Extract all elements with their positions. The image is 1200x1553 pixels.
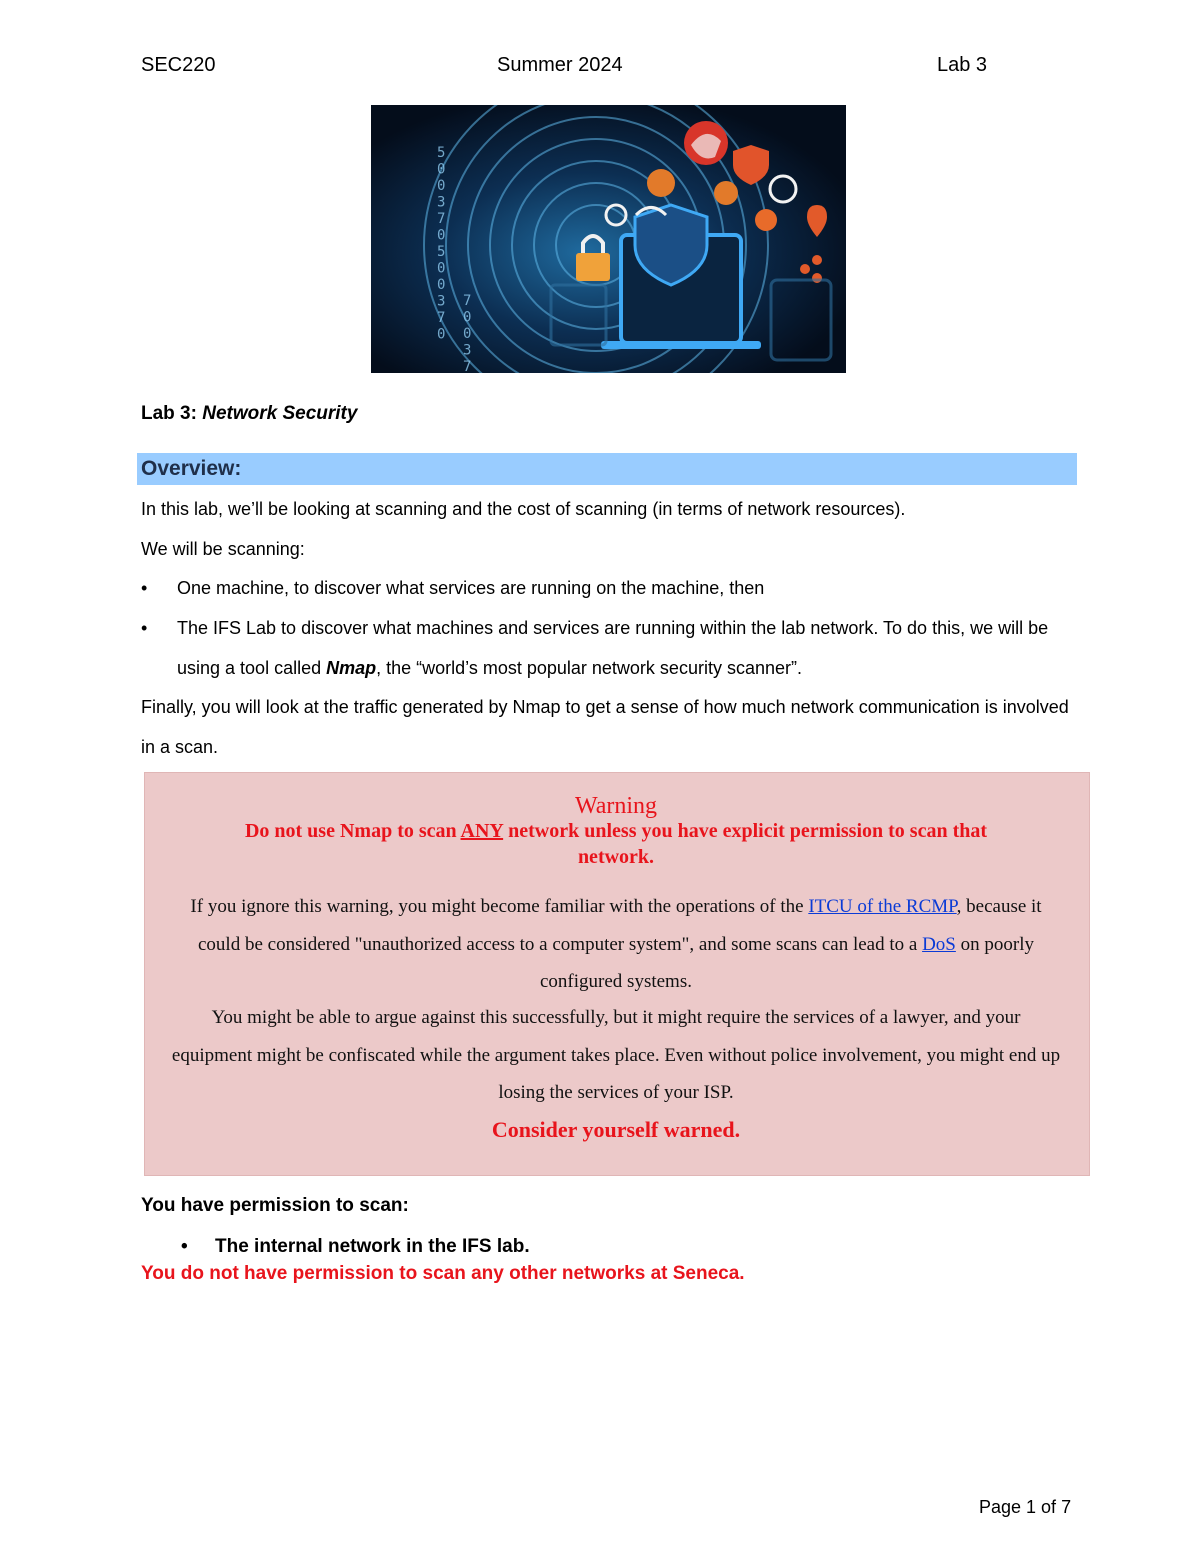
- overview-intro: In this lab, we’ll be looking at scanning and the cost of scanning (in terms of network resources).: [141, 499, 906, 519]
- header-term: Summer 2024: [497, 54, 623, 76]
- binary-digit: 7: [437, 211, 446, 227]
- binary-digits-right: [463, 293, 471, 373]
- overview-heading-bar: [137, 453, 1077, 485]
- binary-digit: 7: [463, 293, 472, 309]
- lab-title-prefix: Lab 3:: [141, 403, 197, 424]
- binary-digit: 0: [463, 309, 472, 326]
- binary-digit: 5: [437, 244, 446, 260]
- warning-body-consequences: You might be able to argue against this successfully, but it might require the services of a lawyer, and your equipment might be confiscated while the argument takes place. Even without police involvement, you might end up losing the services of your ISP.: [171, 1007, 1061, 1103]
- binary-digit: 3: [437, 194, 446, 211]
- warning-final: Consider yourself warned.: [491, 1117, 741, 1142]
- warning-body-mid: , because it could be considered "unauthorized access to a computer system", and some scans can lead to a: [198, 896, 1042, 955]
- cloud-icon: [647, 169, 675, 197]
- warning-any: ANY: [460, 820, 504, 842]
- network-security-hero-image: [371, 105, 846, 373]
- tool-name: Nmap: [326, 658, 377, 678]
- binary-digit: 3: [437, 293, 446, 310]
- permission-denied: You do not have permission to scan any other networks at Seneca.: [141, 1263, 745, 1284]
- warning-body-pre: If you ignore this warning, you might become familiar with the operations of the: [190, 896, 809, 917]
- user-alert-icon: [755, 209, 777, 231]
- overview-heading: Overview:: [141, 457, 242, 480]
- binary-digit: 7: [463, 359, 472, 373]
- lab-title-name: Network Security: [202, 403, 358, 424]
- binary-digit: 0: [437, 326, 446, 343]
- binary-digit: 0: [437, 178, 446, 194]
- header-course: SEC220: [141, 54, 216, 76]
- tool-description: , the “world’s most popular network security scanner”.: [376, 658, 802, 678]
- hero-illustration: [371, 105, 846, 373]
- bullet-icon: •: [141, 578, 148, 598]
- bullet-icon: •: [181, 1236, 188, 1257]
- itcu-rcmp-link[interactable]: ITCU of the RCMP: [808, 896, 957, 917]
- bullet-text-main: The IFS Lab to discover what machines and services are running within the lab network. To do this, we will be using a tool called: [177, 618, 1049, 678]
- warning-statement-post: network unless you have explicit permission to scan that network.: [503, 820, 988, 868]
- bullet-text: [177, 608, 1081, 688]
- warning-statement-pre: Do not use Nmap to scan: [244, 820, 461, 842]
- padlock-icon: [576, 253, 610, 281]
- laptop-base-icon: [601, 341, 761, 349]
- gear-icon: [714, 181, 738, 205]
- share-icon: [812, 255, 822, 265]
- binary-digit: 0: [437, 161, 446, 178]
- binary-digit: 0: [437, 277, 446, 293]
- bullet-icon: •: [141, 618, 148, 638]
- binary-digit: 3: [463, 342, 472, 359]
- binary-digit: 7: [437, 310, 446, 326]
- warning-body-legal: [170, 888, 1062, 1001]
- overview-closing: Finally, you will look at the traffic generated by Nmap to get a sense of how much network communication is involved in a scan.: [141, 697, 1069, 757]
- permission-title: You have permission to scan:: [141, 1195, 409, 1216]
- binary-digit: 0: [463, 326, 472, 342]
- binary-digit: 0: [437, 227, 446, 244]
- binary-digit: 5: [437, 145, 446, 161]
- lab-title: [141, 403, 357, 425]
- permission-allowed-text: The internal network in the IFS lab.: [215, 1236, 530, 1257]
- header-lab: Lab 3: [937, 54, 988, 76]
- dos-link[interactable]: DoS: [922, 933, 956, 955]
- warning-statement: [210, 818, 1022, 870]
- scanning-label: We will be scanning:: [141, 539, 305, 559]
- binary-digits-left: [437, 145, 445, 343]
- warning-title: Warning: [574, 793, 658, 819]
- warning-body-post: on poorly configured systems.: [540, 933, 1034, 992]
- page-number: Page 1 of 7: [979, 1497, 1072, 1517]
- permission-allowed-item: [181, 1236, 530, 1258]
- bullet-text: One machine, to discover what services are running on the machine, then: [177, 578, 765, 598]
- binary-digit: 0: [437, 260, 446, 277]
